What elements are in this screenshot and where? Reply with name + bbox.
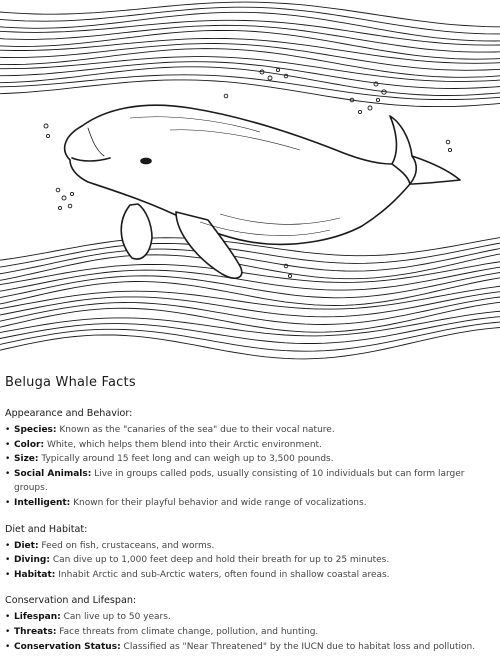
bubble [58, 206, 61, 209]
bullet-icon: • [5, 555, 11, 566]
fact-item [5, 438, 495, 453]
wave-line [0, 2, 500, 27]
bubble [70, 192, 73, 195]
fact-item [5, 553, 495, 568]
bubble [62, 196, 66, 200]
bubble [56, 188, 60, 192]
fact-section [5, 523, 495, 583]
wave-line [0, 44, 500, 71]
fact-label: Habitat: [14, 569, 56, 580]
fact-item [5, 568, 495, 583]
bubble [68, 204, 72, 208]
fact-text: Known as the "canaries of the sea" due to their vocal nature. [56, 425, 335, 435]
wave-line [0, 291, 500, 317]
fact-label: Diet: [14, 540, 39, 551]
fact-label: Lifespan: [14, 612, 61, 623]
bullet-icon: • [5, 497, 11, 508]
fact-text: Inhabit Arctic and sub-Arctic waters, often found in shallow coastal areas. [55, 569, 390, 580]
wave-line [0, 49, 500, 78]
bullet-icon: • [5, 569, 11, 580]
fact-text: Known for their playful behavior and wide range of vocalizations. [70, 497, 367, 508]
fact-label: Conservation Status: [14, 641, 121, 652]
bullet-icon: • [5, 626, 11, 637]
section-heading: Conservation and Lifespan: [5, 595, 137, 607]
fact-item [5, 610, 495, 625]
bullet-icon: • [5, 439, 11, 450]
bubble [446, 140, 450, 144]
bubble [224, 94, 228, 98]
fact-text: Classified as "Near Threatened" by the IUCN due to habitat loss and pollution. [120, 641, 476, 652]
fact-text: Live in groups called pods, usually consisting of 10 individuals but can form larger groups. [14, 468, 465, 494]
bubble [268, 76, 272, 80]
fact-text: White, which helps them blend into their Arctic environment. [44, 439, 322, 450]
fact-item [5, 423, 495, 438]
fact-text: Face threats from climate change, pollution, and hunting. [56, 626, 319, 637]
fact-label: Color: [14, 439, 45, 450]
fact-item [5, 452, 495, 467]
bullet-icon: • [5, 641, 11, 652]
bubble [448, 148, 451, 151]
fact-text: Can dive up to 1,000 feet deep and hold their breath for up to 25 minutes. [49, 555, 390, 566]
bubble [46, 134, 49, 137]
bullet-icon: • [5, 612, 11, 623]
fact-label: Social Animals: [14, 468, 92, 479]
fact-label: Threats: [14, 626, 57, 637]
page-title: Beluga Whale Facts [5, 375, 136, 390]
wave-line [0, 272, 500, 299]
fact-label: Diving: [14, 555, 50, 566]
fact-section [5, 407, 495, 511]
wave-line [0, 20, 500, 45]
fact-label: Size: [14, 454, 39, 465]
wave-line [0, 80, 500, 107]
facts-panel [5, 375, 495, 666]
bubble [276, 68, 279, 71]
bubble [288, 274, 291, 277]
fact-label: Intelligent: [14, 497, 71, 508]
bubble [358, 110, 361, 113]
beluga-whale [65, 105, 460, 278]
bullet-icon: • [5, 540, 11, 551]
bullet-icon: • [5, 468, 11, 479]
fact-item [5, 496, 495, 511]
bullet-icon: • [5, 454, 11, 465]
section-heading: Appearance and Behavior: [5, 408, 133, 419]
fact-item [5, 625, 495, 640]
fact-item [5, 467, 495, 496]
fact-item [5, 640, 495, 655]
fact-label: Species: [14, 425, 57, 435]
fact-text: Can live up to 50 years. [60, 612, 171, 623]
fact-section [5, 594, 495, 654]
wave-line [0, 311, 500, 336]
bubble [44, 124, 48, 128]
section-heading: Diet and Habitat: [5, 523, 88, 535]
bullet-icon: • [5, 425, 11, 435]
wave-line [0, 12, 500, 41]
fact-item [5, 539, 495, 554]
bubble [376, 98, 379, 101]
fact-text: Typically around 15 feet long and can weigh up to 3,500 pounds. [38, 454, 334, 465]
fact-sections [5, 407, 495, 654]
fact-text: Feed on fish, crustaceans, and worms. [38, 540, 215, 551]
bubble [368, 106, 372, 110]
